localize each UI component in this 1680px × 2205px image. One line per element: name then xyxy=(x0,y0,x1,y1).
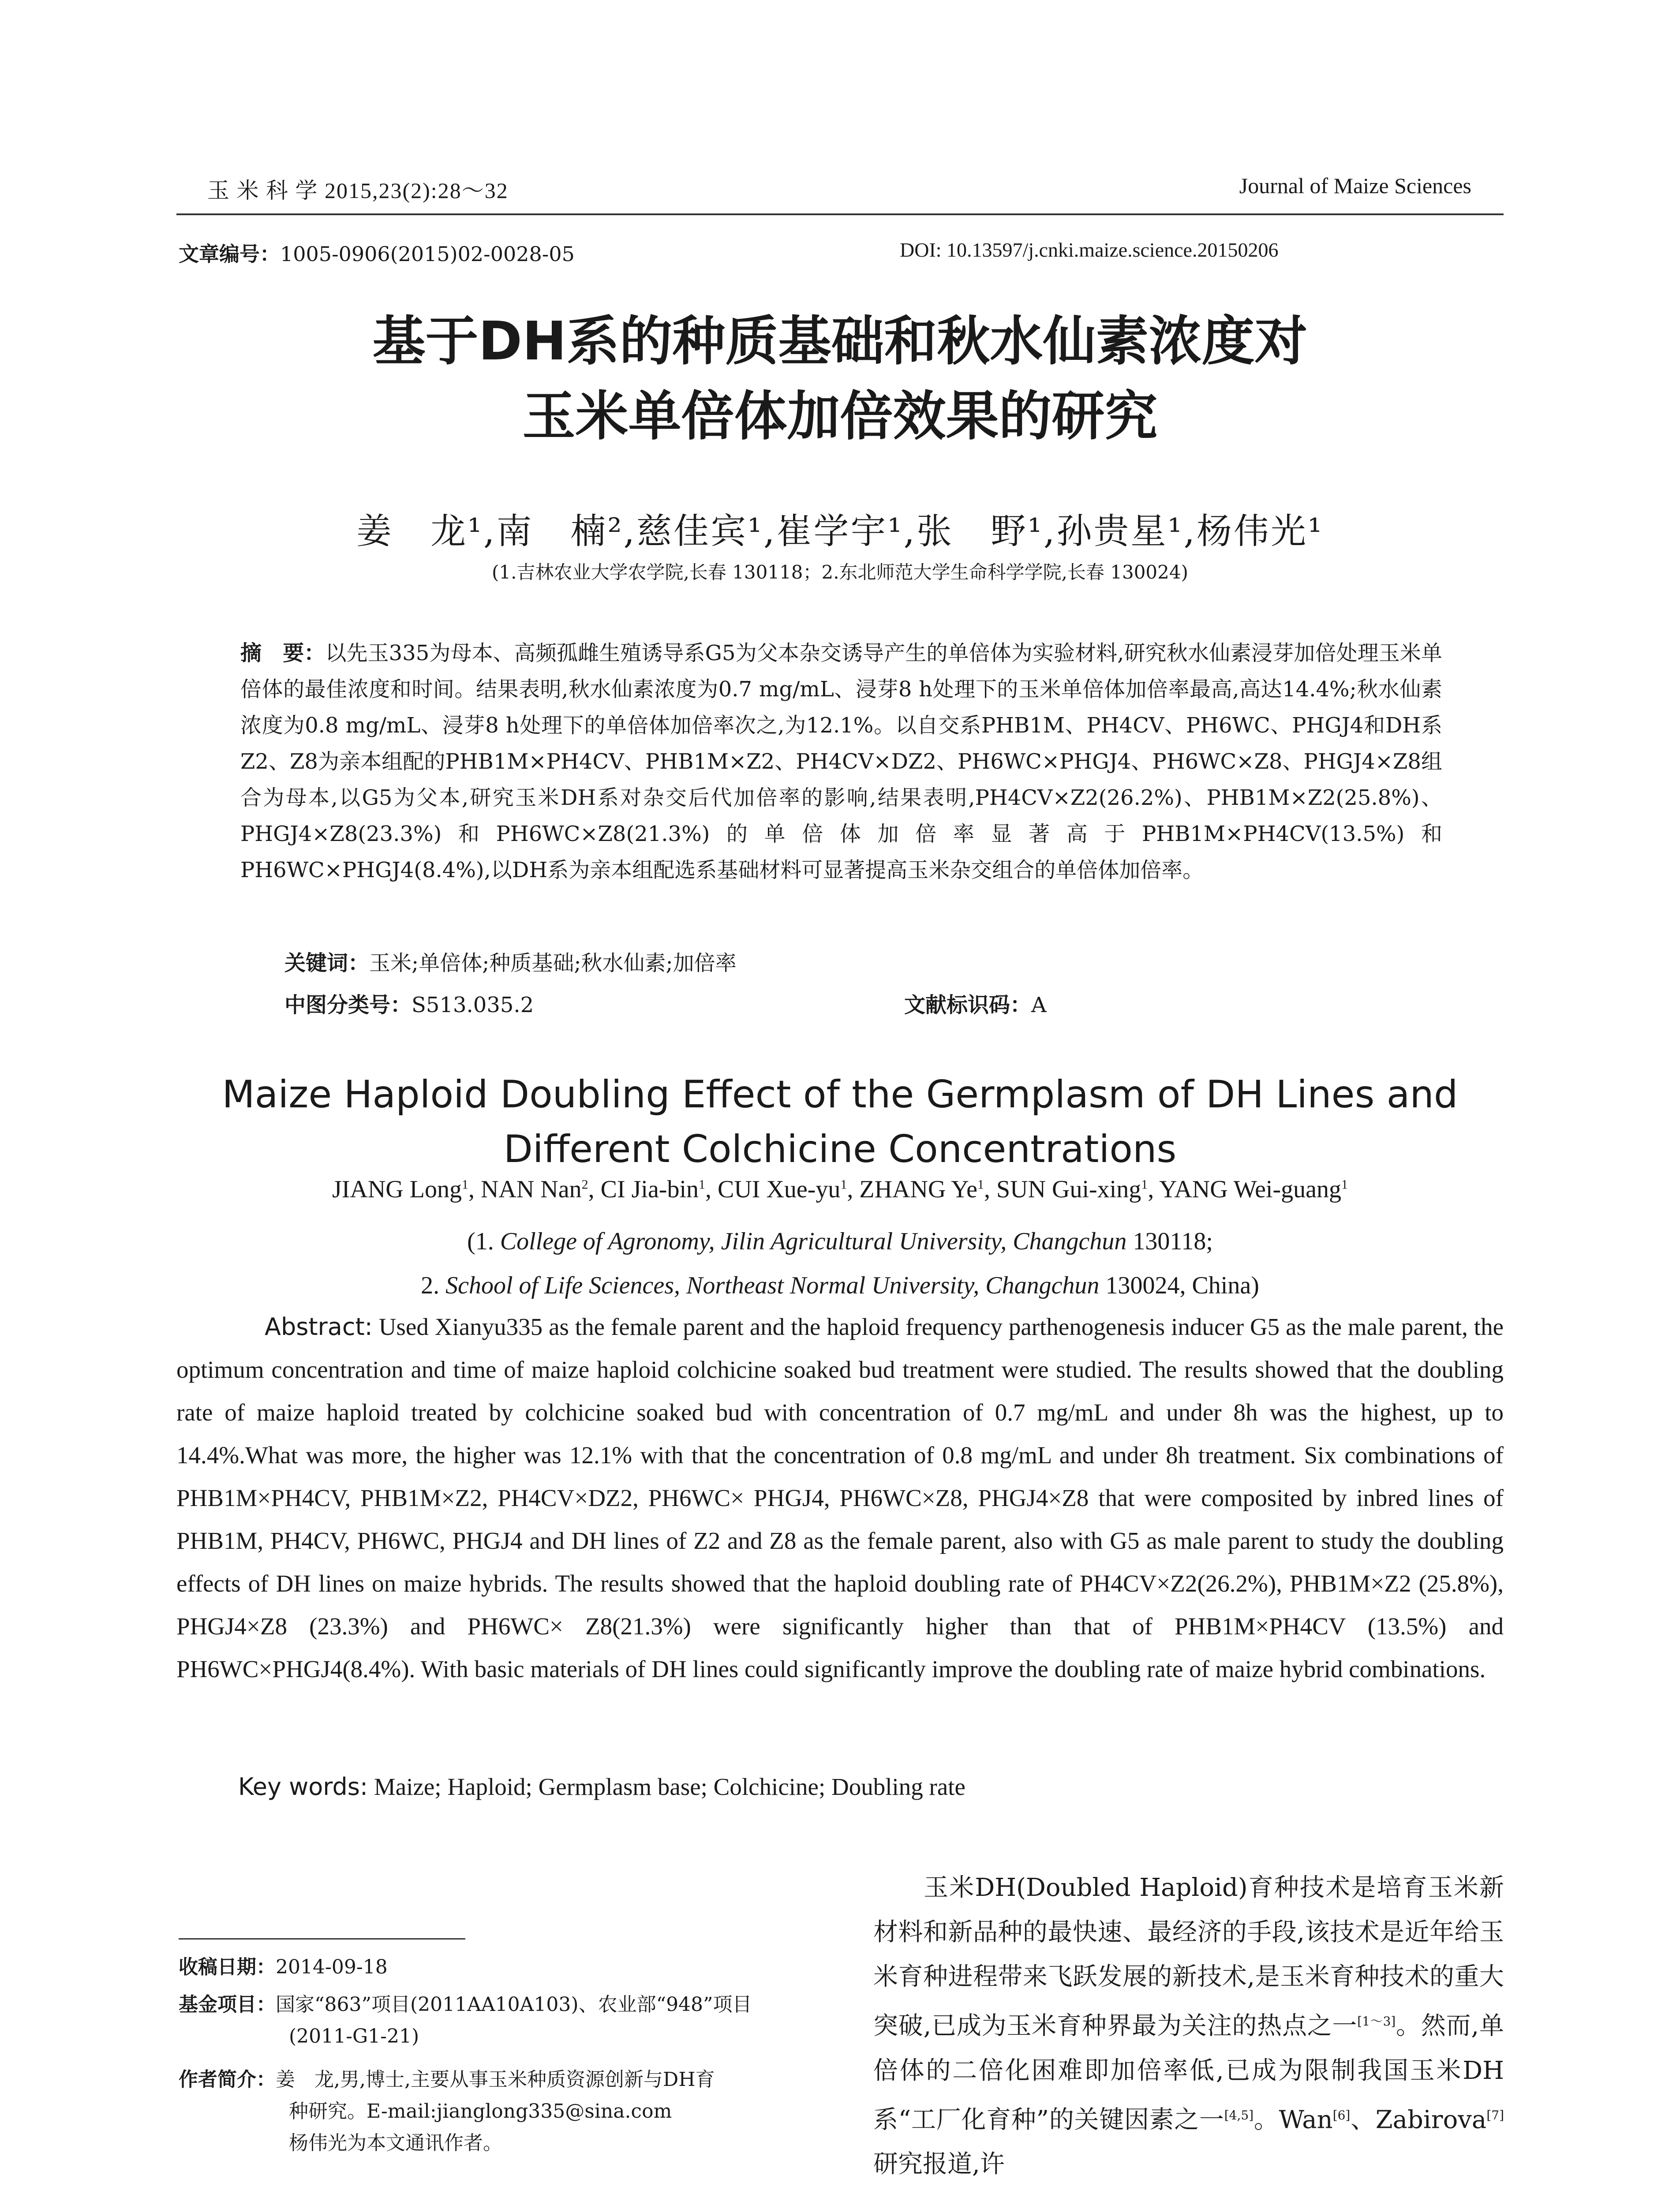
fund-text-cont: (2011-G1-21) xyxy=(289,2025,419,2048)
header-divider xyxy=(176,213,1504,215)
document-code xyxy=(904,988,1047,1018)
fund-label: 基金项目： xyxy=(179,1993,276,2016)
keywords-en xyxy=(238,1773,965,1801)
author-en-2: NAN Nan$^2$ xyxy=(480,1176,588,1203)
article-number-value: 1005-0906(2015)02-0028-05 xyxy=(280,242,575,266)
footnote-received xyxy=(179,1951,388,1983)
author-en-1: JIANG Long$^1$ xyxy=(332,1176,468,1203)
english-affiliation-2: 2. School of Life Sciences, Northeast Normal University, Changchun 130024, China) xyxy=(421,1272,1259,1299)
received-date: 2014-09-18 xyxy=(276,1956,388,1978)
author-en-7: YANG Wei-guang$^1$ xyxy=(1159,1176,1348,1203)
english-affiliation-1: (1. College of Agronomy, Jilin Agricultural University, Changchun 130118; xyxy=(467,1228,1213,1255)
author-bio-cont: 种研究。E-mail:jianglong335@sina.com xyxy=(289,2100,672,2123)
paper-title xyxy=(176,304,1504,454)
fund-text: 国家“863”项目(2011AA10A103)、农业部“948”项目 xyxy=(276,1993,752,2016)
paper-title-line-2: 玉米单倍体加倍效果的研究 xyxy=(522,386,1158,447)
english-title-line-2: Different Colchicine Concentrations xyxy=(503,1127,1177,1171)
footnote-author xyxy=(179,2064,818,2159)
citation-1: [1～3] xyxy=(1357,2014,1396,2029)
running-header-left: 玉 米 科 学 2015,23(2):28～32 xyxy=(207,178,509,203)
corresponding-author: 杨伟光为本文通讯作者。 xyxy=(289,2132,502,2154)
article-number-label: 文章编号： xyxy=(179,242,280,266)
affiliation: (1.吉林农业大学农学院,长春 130118；2.东北师范大学生命科学学院,长春 130024) xyxy=(492,561,1188,583)
paper-title-line-1: 基于DH系的种质基础和秋水仙素浓度对 xyxy=(372,311,1308,372)
keywords-cn xyxy=(284,946,737,976)
keywords-en-label: Key words: xyxy=(238,1773,368,1801)
clc-value: S513.035.2 xyxy=(412,993,534,1017)
citation-4: [7] xyxy=(1486,2108,1504,2123)
keywords-cn-label: 关键词： xyxy=(284,951,370,975)
author-bio-label: 作者简介： xyxy=(179,2068,276,2091)
author-list: 姜 龙¹,南 楠²,慈佳宾¹,崔学宇¹,张 野¹,孙贵星¹,杨伟光¹ xyxy=(356,511,1324,552)
keywords-cn-text: 玉米;单倍体;种质基础;秋水仙素;加倍率 xyxy=(369,951,737,975)
author-bio-text: 姜 龙,男,博士,主要从事玉米种质资源创新与DH育 xyxy=(276,2068,715,2091)
abstract-cn xyxy=(240,635,1442,888)
abstract-cn-text: 以先玉335为母本、高频孤雌生殖诱导系G5为父本杂交诱导产生的单倍体为实验材料,研究秋水仙素浸芽加倍处理玉米单倍体的最佳浓度和时间。结果表明,秋水仙素浓度为0.7 mg/mL、浸芽8 h处理下的玉米单倍体加倍率最高,高达14.4%;秋水仙素浓度为0.8 mg/mL、浸芽8 h处理下的单倍体加倍率次之,为12.1%。以自交系PHB1M、PH4CV、PH6WC、PHGJ4和DH系Z2、Z8为亲本组配的PHB1M×PH4CV、PHB1M×Z2、PH4CV×DZ2、PH6WC×PHGJ4、PH6WC×Z8、PHGJ4×Z8组合为母本,以G5为父本,研究玉米DH系对杂交后代加倍率的影响,结果表明,PH4CV×Z2(26.2%)、PHB1M×Z2(25.8%)、PHGJ4×Z8(23.3%)和PH6WC×Z8(21.3%)的单倍体加倍率显著高于PHB1M×PH4CV(13.5%)和PH6WC×PHGJ4(8.4%),以DH系为亲本组配选系基础材料可显著提高玉米杂交组合的单倍体加倍率。 xyxy=(240,641,1442,882)
body-paragraph: 玉米DH(Doubled Haploid)育种技术是培育玉米新材料和新品种的最快速、最经济的手段,该技术是近年给玉米育种进程带来飞跃发展的新技术,是玉米育种技术的重大突破,已成为玉米育种界最为关注的热点之一[1～3]。然而,单倍体的二倍化困难即加倍率低,已成为限制我国玉米DH系“工厂化育种”的关键因素之一[4,5]。Wan[6]、Zabirova[7]研究报道,许 xyxy=(873,1873,1504,2179)
abstract-en-label: Abstract: xyxy=(265,1313,373,1341)
english-title-line-1: Maize Haploid Doubling Effect of the Germplasm of DH Lines and xyxy=(222,1073,1458,1117)
running-header-right: Journal of Maize Sciences xyxy=(1239,173,1471,198)
author-en-3: CI Jia-bin$^1$ xyxy=(600,1176,706,1203)
abstract-en-text: Used Xianyu335 as the female parent and the haploid frequency parthenogenesis inducer G5 as the male parent, the optimum concentration and time of maize haploid colchicine soaked bud treatment were studied. The results showed that the doubling rate of maize haploid treated by colchicine soaked bud with concentration of 0.7 mg/mL and under 8h was the highest, up to 14.4%.What was more, the higher was 12.1% with that the concentration of 0.8 mg/mL and under 8h treatment. Six combinations of PHB1M×PH4CV, PHB1M×Z2, PH4CV×DZ2, PH6WC× PHGJ4, PH6WC×Z8, PHGJ4×Z8 that were composited by inbred lines of PHB1M, PH4CV, PH6WC, PHGJ4 and DH lines of Z2 and Z8 as the female parent, also with G5 as male parent to study the doubling effects of DH lines on maize hybrids. The results showed that the haploid doubling rate of PH4CV×Z2(26.2%), PHB1M×Z2 (25.8%), PHGJ4×Z8 (23.3%) and PH6WC× Z8(21.3%) were significantly higher than that of PHB1M×PH4CV (13.5%) and PH6WC×PHGJ4(8.4%). With basic materials of DH lines could significantly improve the doubling rate of maize hybrid combinations. xyxy=(176,1313,1504,1682)
author-en-4: CUI Xue-$yu^1$ xyxy=(718,1176,847,1203)
author-en-5: ZHANG Ye$^1$ xyxy=(859,1176,984,1203)
received-label: 收稿日期： xyxy=(179,1956,276,1978)
abstract-en xyxy=(176,1305,1504,1690)
english-title xyxy=(176,1067,1504,1177)
author-en-6: SUN Gui-xing$^1$ xyxy=(996,1176,1148,1203)
english-affiliation xyxy=(176,1219,1504,1308)
english-author-list: JIANG Long$^1$, NAN Nan$^2$, CI Jia-bin$^1$, CUI Xue-$yu^1$, ZHANG Ye$^1$, SUN Gui-xing$^1$, YANG Wei-guang$^1$ xyxy=(332,1176,1348,1203)
footnote-divider xyxy=(179,1938,465,1940)
abstract-cn-label: 摘 要： xyxy=(240,641,326,665)
clc-number xyxy=(284,988,534,1018)
footnote-fund xyxy=(179,1989,818,2052)
article-number xyxy=(179,238,575,267)
citation-2: [4,5] xyxy=(1224,2108,1254,2123)
document-code-value: A xyxy=(1031,993,1047,1017)
clc-label: 中图分类号： xyxy=(284,993,412,1017)
document-code-label: 文献标识码： xyxy=(904,993,1032,1017)
citation-3: [6] xyxy=(1332,2108,1351,2123)
keywords-en-text: Maize; Haploid; Germplasm base; Colchicine; Doubling rate xyxy=(374,1773,965,1800)
doi: DOI: 10.13597/j.cnki.maize.science.20150206 xyxy=(900,239,1279,261)
